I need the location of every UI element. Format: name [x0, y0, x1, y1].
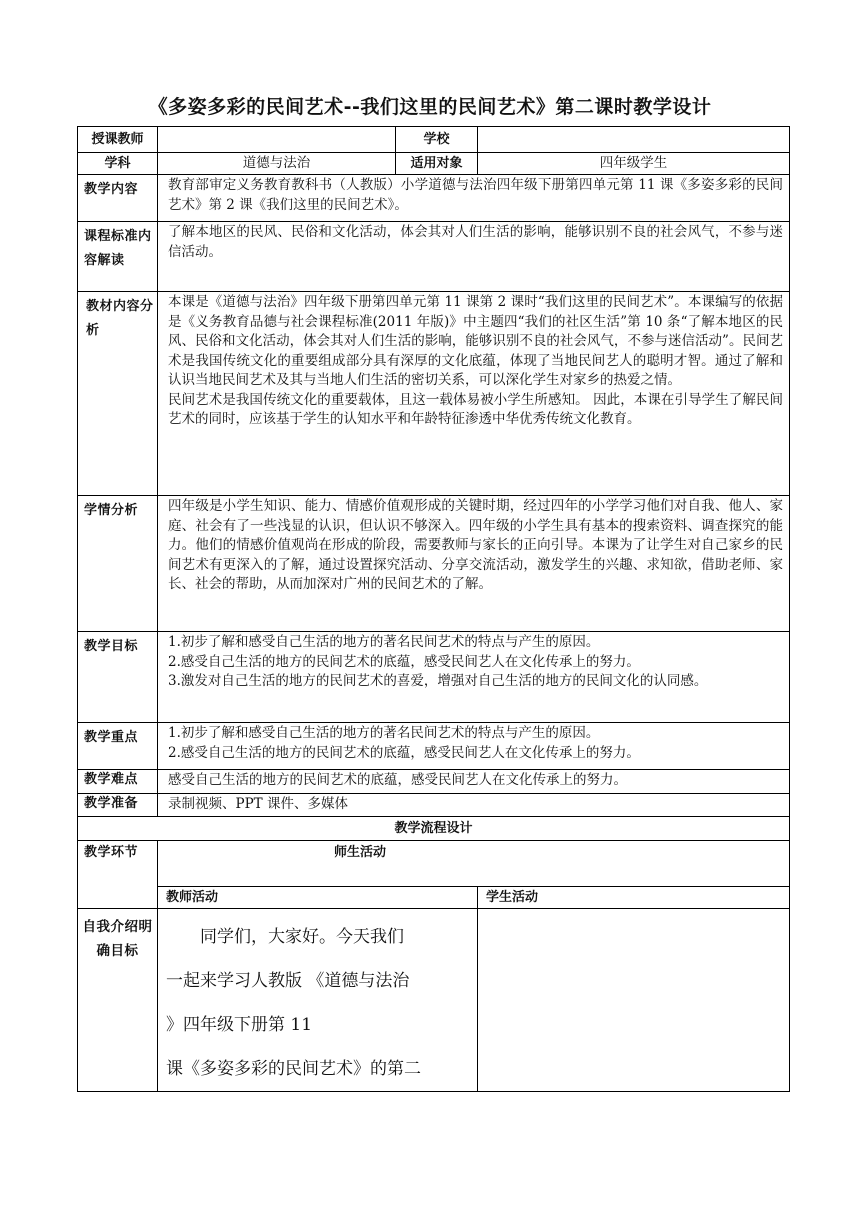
content-text: 教育部审定义务教育教科书（人教版）小学道德与法治四年级下册第四单元第 11 课《多姿多彩的民间艺术》第 2 课《我们这里的民间艺术》。: [158, 175, 790, 222]
material-paragraph: 本课是《道德与法治》四年级下册第四单元第 11 课第 2 课时“我们这里的民间艺术”。本课编写的依据是《义务教育品德与社会课程标准(2011 年版)》中主题四“我们的社区生活”第 10 条“了解本地区的民风、民俗和文化活动，体会其对人们生活的影响，能够识别不良的社会风气，不参与迷信活动”。民间艺术是我国传统文化的重要组成部分具有深厚的文化底蕴，体现了当地民间艺人的聪明才智。通过了解和认识当地民间艺术及其与当地人们生活的密切关系，可以深化学生对家乡的热爱之情。: [168, 294, 783, 388]
difficulty-text: 感受自己生活的地方的民间艺术的底蕴，感受民间艺人在文化传承上的努力。: [158, 770, 790, 794]
goal-item: 1.初步了解和感受自己生活的地方的著名民间艺术的特点与产生的原因。: [168, 634, 600, 650]
table-row: [78, 887, 790, 909]
teacher-activity-header: 教师活动: [158, 887, 478, 909]
flow-heading: 教学流程设计: [78, 817, 790, 841]
table-row: [78, 793, 790, 817]
standard-text: 了解本地区的民风、民俗和文化活动，体会其对人们生活的影响，能够识别不良的社会风气，不参与迷信活动。: [158, 222, 790, 292]
table-row: [78, 153, 790, 175]
key-point-item: 2.感受自己生活的地方的民间艺术的底蕴，感受民间艺人在文化传承上的努力。: [168, 744, 640, 761]
table-row: [78, 175, 790, 222]
stage-intro-label: 自我介绍明确目标: [78, 909, 158, 1092]
table-row: [78, 909, 790, 1092]
school-label: 学校: [396, 127, 478, 153]
stage-column-header: 教学环节: [78, 841, 158, 909]
goals-list: [158, 632, 790, 723]
table-row: [78, 496, 790, 632]
standard-label: 课程标准内容解读: [78, 222, 158, 292]
key-points: [158, 723, 790, 770]
table-row: [78, 127, 790, 153]
prep-text: 录制视频、PPT 课件、多媒体: [158, 793, 790, 817]
goal-item: 3.激发对自己生活的地方的民间艺术的喜爱，增强对自己生活的地方的民间文化的认同感。: [168, 673, 708, 689]
teacher-value: [158, 127, 396, 153]
teacher-activity-line: 同学们，大家好。今天我们: [166, 927, 404, 947]
activity-column-header: 师生活动: [158, 841, 790, 887]
subject-value: 道德与法治: [158, 153, 396, 175]
goals-label: 教学目标: [78, 632, 158, 723]
difficulty-label: 教学难点: [78, 770, 158, 794]
goal-item: 2.感受自己生活的地方的民间艺术的底蕴，感受民间艺人在文化传承上的努力。: [168, 653, 640, 670]
table-row: [78, 723, 790, 770]
table-row: [78, 292, 790, 496]
table-row: [78, 632, 790, 723]
key-point-item: 1.初步了解和感受自己生活的地方的著名民间艺术的特点与产生的原因。: [168, 725, 600, 741]
material-paragraph: 民间艺术是我国传统文化的重要载体，且这一载体易被小学生所感知。 因此，本课在引导学生了解民间艺术的同时，应该基于学生的认知水平和年龄特征渗透中华优秀传统文化教育。: [168, 391, 783, 427]
table-row: [78, 841, 790, 887]
subject-label: 学科: [78, 153, 158, 175]
table-row: [78, 222, 790, 292]
lesson-plan-table: [77, 126, 790, 1092]
students-text: 四年级是小学生知识、能力、情感价值观形成的关键时期，经过四年的小学学习他们对自我、他人、家庭、社会有了一些浅显的认识，但认识不够深入。四年级的小学生具有基本的搜索资料、调查探究的能力。他们的情感价值观尚在形成的阶段，需要教师与家长的正向引导。本课为了让学生对自己家乡的民间艺术有更深入的了解，通过设置探究活动、分享交流活动，激发学生的兴趣、求知欲，借助老师、家长、社会的帮助，从而加深对广州的民间艺术的了解。: [158, 496, 790, 632]
teacher-label: 授课教师: [78, 127, 158, 153]
audience-label: 适用对象: [396, 153, 478, 175]
school-value: [478, 127, 790, 153]
student-activity-header: 学生活动: [478, 887, 790, 909]
key-label: 教学重点: [78, 723, 158, 770]
students-label: 学情分析: [78, 496, 158, 632]
teacher-activity-line: 》四年级下册第 11: [166, 1015, 313, 1035]
student-activity-text: [478, 909, 790, 1092]
teacher-activity-text: [158, 909, 478, 1092]
teacher-activity-line: 一起来学习人教版 《道德与法治: [166, 971, 410, 991]
audience-value: 四年级学生: [478, 153, 790, 175]
teacher-activity-line: 课《多姿多彩的民间艺术》的第二: [166, 1059, 421, 1079]
content-label: 教学内容: [78, 175, 158, 222]
material-text: [158, 292, 790, 496]
table-row: [78, 770, 790, 794]
material-label: 教材内容分析: [78, 292, 158, 496]
page-title: 《多姿多彩的民间艺术--我们这里的民间艺术》第二课时教学设计: [148, 96, 712, 118]
table-row: [78, 817, 790, 841]
prep-label: 教学准备: [78, 793, 158, 817]
